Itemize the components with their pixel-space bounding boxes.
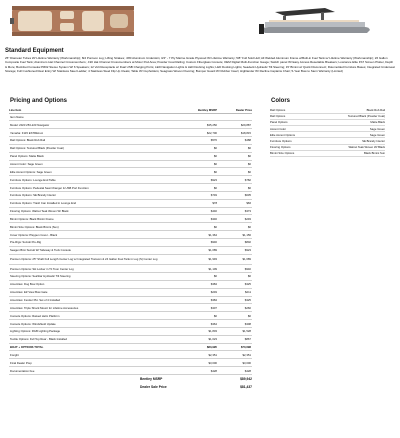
final-msrp-value: $89,942 [240,377,252,381]
dealer-price-cell: $325 [217,280,252,288]
line-item-cell: Seagen Bimi Suzuki W/ Sideway & Tuck Console [9,246,169,254]
color-option-label: Furniture Options [270,138,316,144]
dealer-price-cell: $1,689 [217,254,252,265]
table-row [9,327,252,335]
msrp-cell: $384 [169,296,217,304]
dealer-price-cell: $0 [217,160,252,168]
line-item-cell: Furniture Options: SE Brandy Interior [9,191,169,199]
line-item-cell: Furniture Options: Lounge End Table [9,176,169,184]
dealer-price-cell: $867 [217,335,252,343]
color-option-label: Rail Options [270,113,316,119]
dealer-price-cell: $488 [217,137,252,145]
table-row [9,231,252,239]
dealer-price-cell: $782 [217,176,252,184]
line-item-cell: Final Dealer Prep [9,359,169,367]
color-option-value: Black Rub Rail [316,107,385,113]
table-row [9,351,252,359]
msrp-cell: $1,364 [169,231,217,239]
table-row [9,254,252,265]
line-item-cell: Rail Options: Black Rub Rail [9,137,169,145]
line-item-cell: Pontoon Options: Ski Locker in Tri Toon Center Log [9,265,169,273]
line-item-cell: Item Name [9,113,169,121]
color-option-label: Flooring Options [270,144,316,150]
msrp-cell: $364 [169,320,217,328]
msrp-cell: $749 [169,191,217,199]
table-row [9,320,252,328]
table-row [9,168,252,176]
msrp-cell: $0 [169,312,217,320]
dealer-price-cell: $0 [217,312,252,320]
dealer-price-cell: $635 [217,191,252,199]
dealer-price-cell: $428 [217,367,252,375]
dealer-price-cell: $0 [217,223,252,231]
color-option-label: Elite Accent Options [270,132,316,138]
color-option-value: Sage Green [316,126,385,132]
table-row [9,144,252,152]
line-item-cell: Furniture Options: Trash Can Installed in Lounge End [9,199,169,207]
header-dealer-price: Dealer Price [217,107,252,113]
line-item-cell: Accent Color: Sage Green [9,160,169,168]
color-option-value: Black Bimini Sun [316,150,385,156]
table-row [9,113,252,121]
line-item-cell: BOAT + OPTIONS TOTAL [9,343,169,351]
table-row [9,160,252,168]
table-row [9,246,252,254]
table-row [9,215,252,223]
dealer-price-cell: $1,156 [217,231,252,239]
color-option-value: Walnut Teak Woven W/ Black [316,144,385,150]
msrp-cell [169,113,217,121]
dealer-price-cell: $211 [217,288,252,296]
line-item-cell: Console Options: Raised Helm Platform [9,312,169,320]
final-msrp-label: Bentley MSRP [140,377,163,381]
color-option-label: Rail Options [270,107,316,113]
table-row [9,335,252,343]
line-item-cell: Furniture Options: Pedestal Seat Changer & USB Port Function [9,184,169,192]
pricing-title: Pricing and Options [10,98,68,104]
dealer-price-cell: $1,528 [217,327,252,335]
line-item-cell: Yamaha: F115 ESTRELLA [9,129,169,137]
table-row [9,367,252,375]
dealer-price-cell: $2,351 [217,351,252,359]
msrp-cell: $78 [169,199,217,207]
msrp-cell: $0 [169,223,217,231]
line-item-cell: Rail Options: Textured Black (Powder Coat) [9,144,169,152]
line-item-cell: Model: 2023 253-223 Navigator [9,121,169,129]
standard-equipment-title: Standard Equipment [5,48,64,54]
msrp-cell: $307 [169,304,217,312]
line-item-cell: Cover Options: Playpen Cover - Black [9,231,169,239]
table-row [9,273,252,281]
color-option-value: Matte Black [316,119,385,125]
header-msrp: Bentley MSRP [169,107,217,113]
table-row [9,129,252,137]
line-item-cell: Elite Accent Options: Sage Green [9,168,169,176]
msrp-cell: $2,351 [169,351,217,359]
table-row [9,312,252,320]
msrp-cell: $576 [169,137,217,145]
dealer-price-cell: $0 [217,144,252,152]
msrp-cell: $83,995 [169,343,217,351]
table-row [9,239,252,247]
table-row [9,137,252,145]
table-row [9,176,252,184]
line-item-cell: Console Options: Windshield Update [9,320,169,328]
colors-table [270,107,385,157]
table-row [9,191,252,199]
color-row [270,150,385,156]
boat-floorplan-image [10,2,138,40]
msrp-cell: $346 [169,215,217,223]
msrp-cell: $1,109 [169,265,217,273]
final-sale-label: Dealer Sale Price [140,385,167,389]
table-row [9,265,252,273]
color-option-label: Bimini Size Options [270,150,316,156]
msrp-cell: $1,023 [169,335,217,343]
line-item-cell: Pre-Rigs: Suzuki Pre-Rig [9,239,169,247]
msrp-cell: $923 [169,176,217,184]
line-item-cell: Ameníties: Dog Bow Option [9,280,169,288]
dealer-price-cell: $29,887 [217,121,252,129]
dealer-price-cell: $0 [217,273,252,281]
msrp-cell: $428 [169,367,217,375]
dealer-price-cell: $0 [217,168,252,176]
table-row [9,359,252,367]
color-option-label: Panel Options [270,119,316,125]
color-option-value: SE Brandy Interior [316,138,385,144]
msrp-cell: $384 [169,280,217,288]
table-row [9,207,252,215]
dealer-price-cell: $293 [217,215,252,223]
line-item-cell: Steering Options: SeaStar Hydraulic Tilt Steering [9,273,169,281]
line-item-cell: Textile Options: Full Top Rear - Black Installed [9,335,169,343]
color-option-label: Accent Color [270,126,316,132]
line-item-cell: Ameníties: Triple Shock Mount for Lifetime Accessories [9,304,169,312]
dealer-price-cell: $308 [217,320,252,328]
line-item-cell: Bimini Size Options: Black Bimini (Sun) [9,223,169,231]
dealer-price-cell: $373 [217,207,252,215]
dealer-price-cell: $802 [217,239,252,247]
dealer-price-cell: $940 [217,265,252,273]
msrp-cell: $1,803 [169,327,217,335]
line-item-cell: Lighting Options: RGB Lighting Package [9,327,169,335]
table-row [9,121,252,129]
table-row [9,304,252,312]
msrp-cell: $0 [169,144,217,152]
dealer-price-cell: $325 [217,296,252,304]
boat-images [0,0,400,44]
msrp-cell: $946 [169,239,217,247]
msrp-cell: $440 [169,207,217,215]
dealer-price-cell: $0 [217,152,252,160]
colors-body [270,107,385,157]
msrp-cell: $0 [169,168,217,176]
dealer-price-cell: $923 [217,246,252,254]
line-item-cell: Panel Options: Matte Black [9,152,169,160]
table-row [9,343,252,351]
line-item-cell: Pontoon Options: 25" Shaft Full Length Center Log w/ Integrated Transom & 24 Gallon Fuel Tank in Log (S) Center Log [9,254,169,265]
table-row [9,288,252,296]
line-item-cell: Freight [9,351,169,359]
line-item-cell: Bimini Options: Black Bimini Frame [9,215,169,223]
dealer-price-cell: $3,000 [217,359,252,367]
msrp-cell: $22,700 [169,129,217,137]
msrp-cell: $0 [169,160,217,168]
pricing-table [9,107,252,375]
color-option-value: Sage Green [316,132,385,138]
color-option-value: Textured Black (Powder Coat) [316,113,385,119]
msrp-cell: $0 [169,273,217,281]
msrp-cell: $0 [169,152,217,160]
standard-equipment-text: 25" Diameter Tubes W/ Lifetime Warranty (Workmanship); 8rd Pontoon Lug; Lifting Strakes; .080 Aluminum Underskin; 3/4" - 7 Ply Marine Grade Plywood W/ Lifetime Warranty; 5/8" Full Sold Hull; All Welded Aluminum Frame w/Built-in Fuel Tank w/ Lifetime Warranty (Workmanship); 26 Gallon Composite Fuel Tank; Aluminum Hat Channel Crossmembers; .190 Hat Channel Crossmembers at Motor Pod Area; Powder Coat Railing; Custom Fiberglass Console; OEM Digital Multi-Function Gauge; Switch panel W/ Easy Access Resettable Breakers; Lowrance Elite FS7 Screen Plotter, Depth & More; Buckfoot Fonseka PM02 Stereo System W/ 6 Speakers; 12 Volt Receptacle w/ Dual USB Charging Ports; LED Navigation Lights & LED Docking Lights; LED Docking Lights; Seadeck Hydraulic Tilt Steering; 15' Bimini w/ Quick Disconnect; Rotomolded Furniture Bases; Integrated Underseat Storage; Full Cushioned Rear Entry W/ Stainless Steel Ladder; 4 Stainless Steel Flip Up Cleats; Table W/ Cupholders; Seagrass Woven Flooring; Bumper Guard W/ Rubber Insert; Highlander W/ Recline Captains Chair; 5-Year Bow to Stern Warranty (Limited) [5,56,395,73]
table-row [9,152,252,160]
line-item-cell: Flooring Options: Walnut Teak Woven W/ Black [9,207,169,215]
header-line-item: Line Item [9,107,169,113]
msrp-cell: $1,089 [169,246,217,254]
final-sale-value: $81,437 [240,385,252,389]
msrp-cell: $249 [169,288,217,296]
table-row [9,199,252,207]
pricing-body [9,113,252,375]
dealer-price-cell [217,113,252,121]
line-item-cell: Documentation Fee [9,367,169,375]
boat-side-image [255,2,375,40]
msrp-cell: $1,993 [169,254,217,265]
table-row [9,184,252,192]
dealer-price-cell: $18,815 [217,129,252,137]
table-row [9,296,252,304]
dealer-price-cell: $0 [217,184,252,192]
colors-title: Colors [271,98,291,104]
dealer-price-cell: $260 [217,304,252,312]
msrp-cell: $35,250 [169,121,217,129]
line-item-cell: Ameníties: Fender Pkt. Set of 4 Installed [9,296,169,304]
msrp-cell: $0 [169,184,217,192]
line-item-cell: Ameníties: EZ View Bow Gate [9,288,169,296]
dealer-price-cell: $70,698 [217,343,252,351]
dealer-price-cell: $66 [217,199,252,207]
table-row [9,223,252,231]
table-row [9,280,252,288]
msrp-cell: $3,000 [169,359,217,367]
